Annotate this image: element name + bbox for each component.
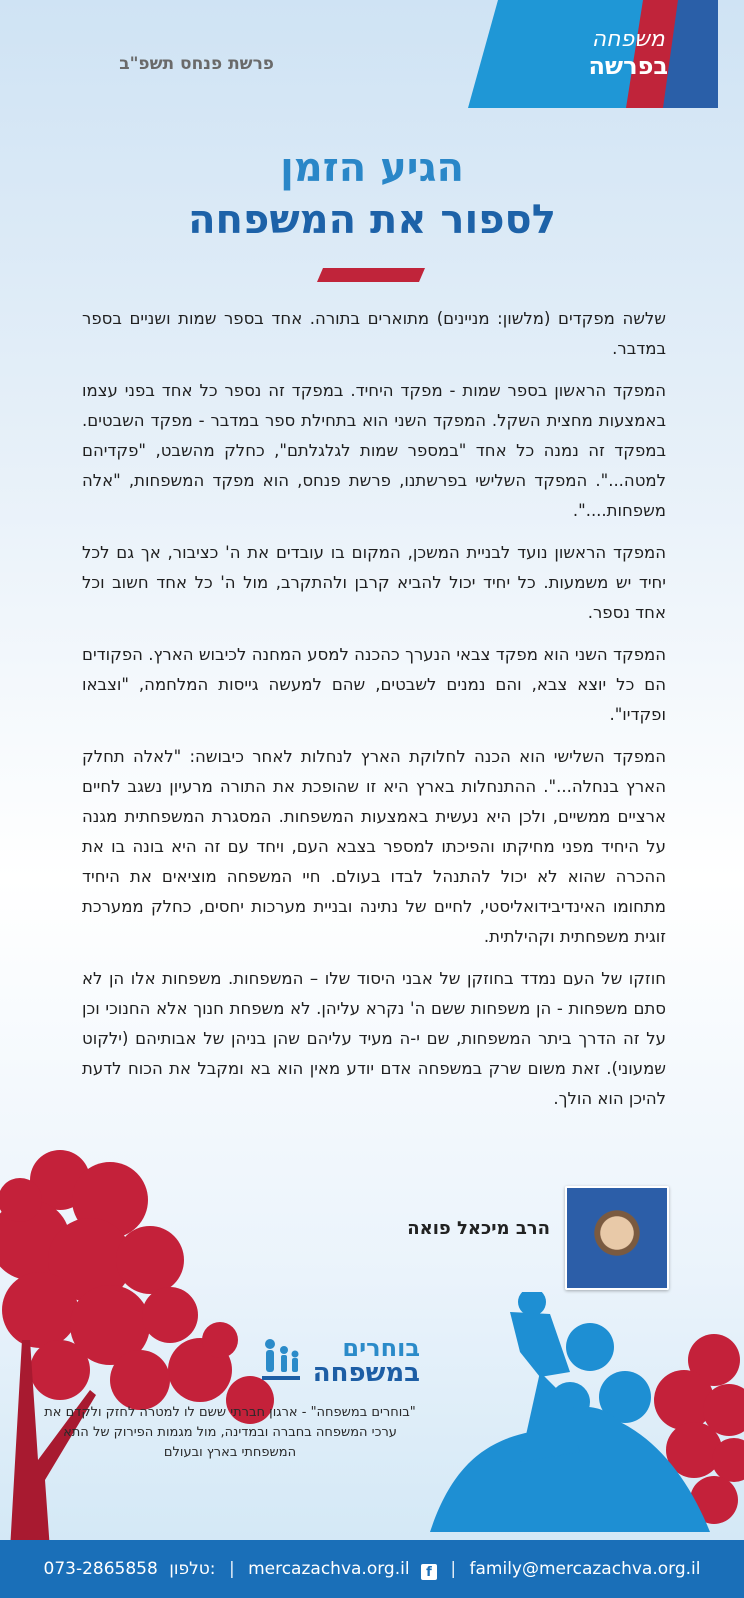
facebook-icon[interactable]: f [421, 1564, 437, 1580]
paragraph: המפקד השלישי הוא הכנה לחלוקת הארץ לנחלות לאחר כיבושה: "לאלה תחלק הארץ בנחלה...". ההתנחלות בארץ היא זו שהופכת את התורה מרעיון נשגב לחיים ארציים ממשיים, ולכן היא נעשית באמצעות המשפחות. המסגרת המשפחתית מגנה על היחיד מפני מחיקתו והפיכתו למספר בצבא העם, ויחד עם זה היא בונה בו את ההכרה שהוא לא יכול להתנהל לבדו בעולם. חיי המשפחה מוציאים את היחיד מתחומו האינדיבידואליסטי, לחיים של נתינה ובניית מערכות יחסים, כחלק ממערכת זוגית משפחתית וקהילתית. [82, 747, 666, 946]
paragraph: חוזקו של העם נמדד בחוזקן של אבני היסוד שלו – המשפחות. משפחות אלו הן לא סתם משפחות - הן משפחות ששם ה' נקרא עליהן. לא משפחת חנוך אלא החנוכי וכן על זה הדרך ביתר המשפחות, שם י-ה מעיד עליהם שהן בניהן של אבותיהם (ילקוט שמעוני). זאת משום שרק במשפחה אדם יודע מאין הוא בא ומקבל את הכוח לדעת להיכן הוא הולך. [82, 969, 666, 1108]
title-divider [317, 268, 425, 282]
author-photo [565, 1186, 669, 1290]
org-description: "בוחרים במשפחה" - ארגון חברתי ששם לו למטרה לחזק ולקדם את ערכי המשפחה בחברה ובמדינה, מול מגמות הפירוק של התא המשפחתי בארץ ובעולם [44, 1405, 416, 1460]
paragraph: המפקד הראשון בספר שמות - מפקד היחיד. במפקד זה נספר כל אחד בפני עצמו באמצעות מחצית השקל. המפקד השני הוא בתחילת ספר במדבר - מפקד השבטים. במפקד זה נמנה כל אחד "במספר שמות לגלגלתם", כחלק מהשבט, "פקדיהם למטה...". המפקד השלישי בפרשתנו, פרשת פנחס, הוא מפקד המשפחות, "אלה משפחות....". [82, 381, 666, 520]
article-body [82, 304, 666, 1126]
red-tree-illustration [0, 1140, 300, 1550]
family-silhouette-illustration [420, 1292, 720, 1552]
footer-separator: | [228, 1559, 235, 1579]
org-name-line1: בוחרים [342, 1334, 420, 1362]
contact-footer [0, 1540, 744, 1598]
paragraph: המפקד השני הוא מפקד צבאי הנערך כהכנה למסע המחנה לכיבוש הארץ. הפקודים הם כל יוצא צבא, והם נמנים לשבטים, שהם למעשה גייסות המלחמה, "וצבאו ופקדיו". [82, 645, 666, 724]
paragraph: שלשה מפקדים (מלשון: מניינים) מתוארים בתורה. אחד בספר שמות ושניים בספר במדבר. [82, 309, 666, 358]
footer-phone-label: טלפון: [169, 1559, 216, 1579]
brand-line2: בפרשה [588, 52, 668, 80]
title-line1: הגיע הזמן [280, 145, 464, 191]
page-title [0, 142, 744, 246]
footer-separator: | [450, 1559, 457, 1579]
paragraph: המפקד הראשון נועד לבניית המשכן, המקום בו עובדים את ה' כציבור, אך גם לכל יחיד יש משמעות. כל יחיד יכול להביא קרבן ולהתקרב, מול ה' כל אחד חשוב וכל אחד נספר. [82, 543, 666, 622]
org-name-line2: במשפחה [312, 1358, 420, 1388]
brand-banner [468, 0, 718, 108]
brand-line1: משפחה [591, 27, 665, 52]
title-line2: לספור את המשפחה [188, 197, 556, 243]
footer-website[interactable]: mercazachva.org.il [248, 1559, 410, 1579]
org-logo [260, 1334, 420, 1390]
author-name: הרב מיכאל פואה [407, 1218, 550, 1239]
family-figures-icon [260, 1338, 302, 1386]
footer-email[interactable]: family@mercazachva.org.il [469, 1559, 701, 1579]
brand-title [588, 28, 668, 80]
parasha-label: פרשת פנחס תשפ"ב [119, 54, 274, 74]
footer-phone[interactable]: 073-2865858 [43, 1559, 158, 1579]
